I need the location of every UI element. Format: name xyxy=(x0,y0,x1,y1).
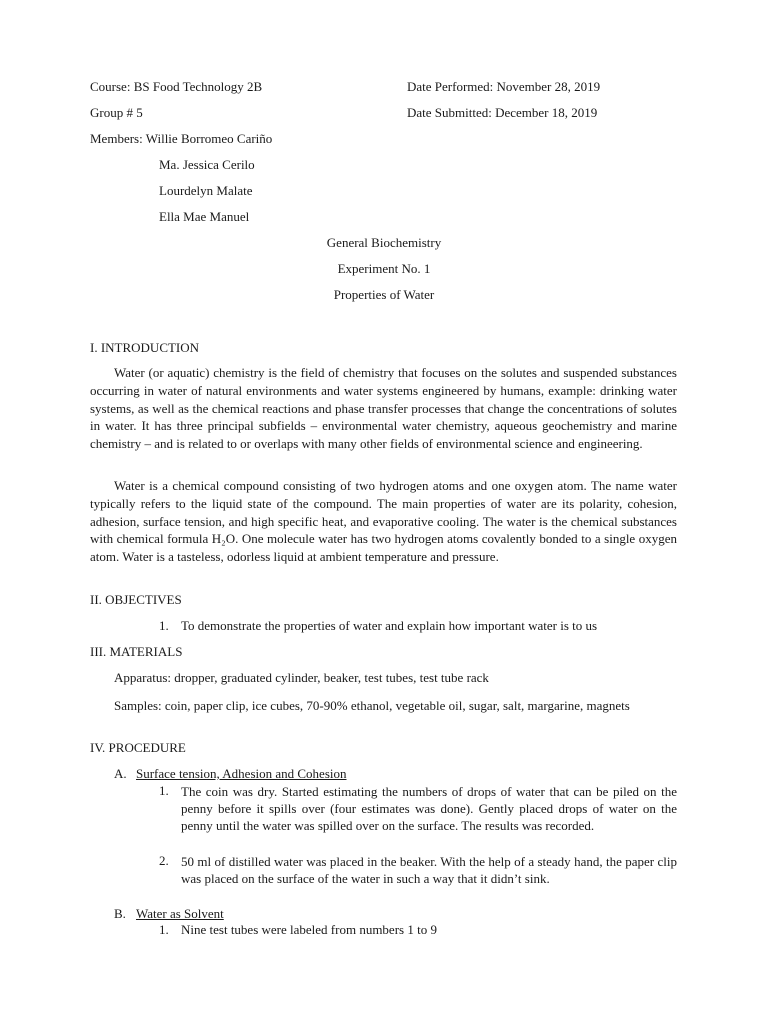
subject-title: General Biochemistry xyxy=(326,235,442,250)
procedure-step-number: 2. xyxy=(159,853,169,868)
member-name: Ma. Jessica Cerilo xyxy=(159,157,255,172)
procedure-section-letter: A. xyxy=(114,766,127,781)
procedure-step-text: Nine test tubes were labeled from numbers 1 to 9 xyxy=(181,922,437,937)
procedure-step-number: 1. xyxy=(159,922,169,937)
objective-text: To demonstrate the properties of water and explain how important water is to us xyxy=(181,618,598,633)
experiment-number: Experiment No. 1 xyxy=(337,261,431,276)
introduction-paragraph-2: Water is a chemical compound consisting of two hydrogen atoms and one oxygen atom. The name water typically refers to the liquid state of the compound. The main properties of water are its polarity, cohesion, adhesion, surface tension, and high specific heat, and evaporative cooling. The water is the chemical substances with chemical formula H₂O. One molecule water has two hydrogen atoms covalently bonded to a single oxygen atom. Water is a tasteless, odorless liquid at ambient temperature and pressure. xyxy=(90,478,677,565)
document-title: Properties of Water xyxy=(333,287,435,302)
section-heading-procedure: IV. PROCEDURE xyxy=(90,740,186,755)
procedure-step-number: 1. xyxy=(159,783,169,798)
section-heading-objectives: II. OBJECTIVES xyxy=(90,592,182,607)
date-performed: Date Performed: November 28, 2019 xyxy=(407,79,601,94)
members-label: Members: Willie Borromeo Cariño xyxy=(90,131,273,146)
materials-apparatus: Apparatus: dropper, graduated cylinder, beaker, test tubes, test tube rack xyxy=(114,670,489,685)
objective-number: 1. xyxy=(159,618,169,633)
procedure-section-title: Surface tension, Adhesion and Cohesion xyxy=(136,766,347,781)
procedure-step-text: The coin was dry. Started estimating the numbers of drops of water that can be piled on the penny before it spills over (four estimates was done). Gently placed drops of water on the penny until the water was spilled over on the surface. The results was recorded. xyxy=(181,784,677,833)
date-submitted: Date Submitted: December 18, 2019 xyxy=(407,105,598,120)
member-name: Ella Mae Manuel xyxy=(159,209,250,224)
section-heading-materials: III. MATERIALS xyxy=(90,644,183,659)
course-line: Course: BS Food Technology 2B xyxy=(90,79,263,94)
introduction-paragraph-1: Water (or aquatic) chemistry is the field of chemistry that focuses on the solutes and suspended substances occurring in water of natural environments and water systems engineered by humans, example: drinking water systems, as well as the chemical reactions and phase transfer processes that change the concentrations of solutes in water. It has three principal subfields – environmental water chemistry, aqueous geochemistry and marine chemistry – and is related to or overlaps with many other fields of environmental science and engineering. xyxy=(90,365,677,452)
procedure-step-text: 50 ml of distilled water was placed in the beaker. With the help of a steady hand, the paper clip was placed on the surface of the water in such a way that it didn’t sink. xyxy=(181,854,677,886)
member-name: Lourdelyn Malate xyxy=(159,183,253,198)
procedure-section-letter: B. xyxy=(114,906,126,921)
materials-samples: Samples: coin, paper clip, ice cubes, 70-90% ethanol, vegetable oil, sugar, salt, margarine, magnets xyxy=(114,698,630,713)
procedure-section-title: Water as Solvent xyxy=(136,906,224,921)
group-line: Group # 5 xyxy=(90,105,143,120)
section-heading-introduction: I. INTRODUCTION xyxy=(90,340,200,355)
